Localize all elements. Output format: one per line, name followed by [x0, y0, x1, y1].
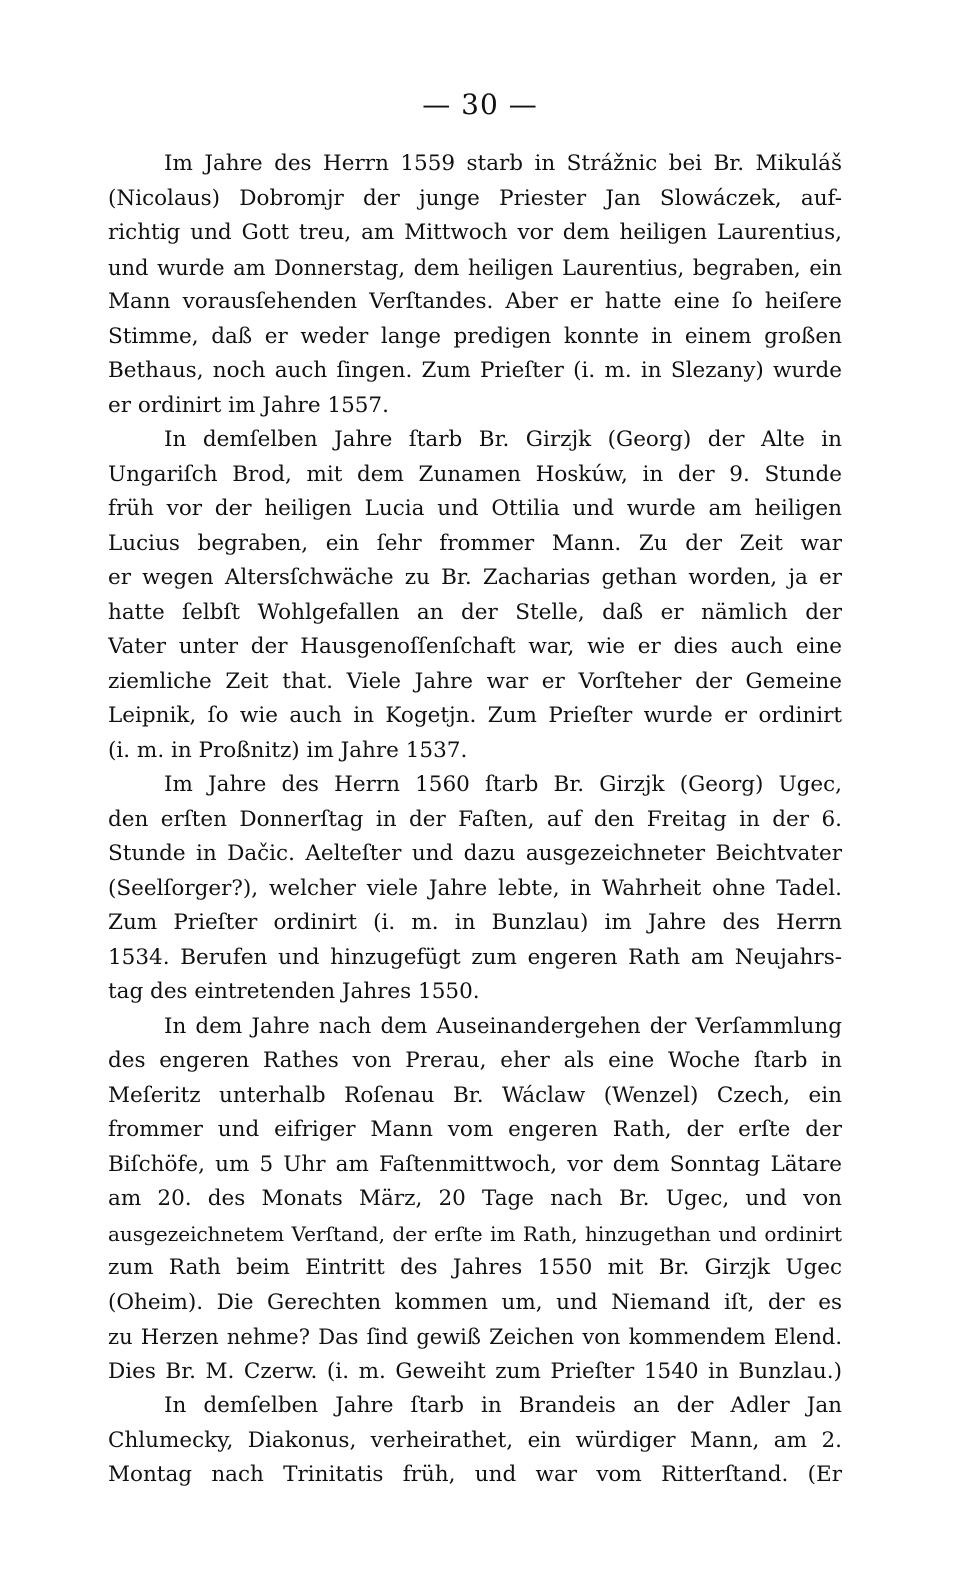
text-line: zum Rath beim Eintritt des Jahres 1550 mit Br. Girzjk Ugec	[108, 1255, 842, 1280]
text-line: Mann vorausſehenden Verſtandes. Aber er hatte eine ſo heiſere	[108, 289, 842, 314]
text-line: Ungariſch Brod, mit dem Zunamen Hoskúw, in der 9. Stunde	[108, 461, 842, 487]
text-line: zu Herzen nehme? Das ſind gewiß Zeichen von kommendem Elend.	[108, 1325, 842, 1349]
text-line: In demſelben Jahre ſtarb in Brandeis an der Adler Jan	[164, 1393, 842, 1418]
text-line: des engeren Rathes von Prerau, eher als eine Woche ſtarb in	[108, 1048, 842, 1073]
text-line: Bethaus, noch auch ſingen. Zum Prieſter (i. m. in Slezany) wurde	[108, 358, 842, 383]
text-line: frommer und eifriger Mann vom engeren Rath, der erſte der	[108, 1117, 842, 1142]
text-line: er wegen Altersſchwäche zu Br. Zacharias gethan worden, ja er	[108, 565, 842, 590]
text-line: Vater unter der Hausgenoſſenſchaft war, wie er dies auch eine	[108, 634, 842, 659]
text-line: (Seelſorger?), welcher viele Jahre lebte, in Wahrheit ohne Tadel.	[108, 875, 842, 901]
text-line: ziemliche Zeit that. Viele Jahre war er Vorſteher der Gemeine	[108, 668, 842, 694]
text-line: Montag nach Trinitatis früh, und war vom Ritterſtand. (Er	[108, 1462, 842, 1487]
text-line: Chlumecky, Diakonus, verheirathet, ein würdiger Mann, am 2.	[108, 1427, 842, 1453]
text-line: und wurde am Donnerstag, dem heiligen Laurentius, begraben, ein	[108, 255, 842, 280]
text-line: (Nicolaus) Dobromjr der junge Priester Jan Slowáczek, auf-	[108, 185, 842, 211]
page-number: — 30 —	[422, 88, 538, 121]
text-line: richtig und Gott treu, am Mittwoch vor dem heiligen Laurentius,	[108, 220, 842, 245]
text-line: Meſeritz unterhalb Roſenau Br. Wáclaw (Wenzel) Czech, ein	[108, 1082, 842, 1108]
text-line: hatte ſelbſt Wohlgefallen an der Stelle, daß er nämlich der	[108, 599, 842, 625]
text-line: den erſten Donnerſtag in der Faſten, auf den Freitag in der 6.	[108, 806, 842, 832]
text-line: (i. m. in Proßnitz) im Jahre 1537.	[108, 737, 468, 763]
text-line: In dem Jahre nach dem Auseinandergehen der Verſammlung	[164, 1013, 842, 1039]
text-line: 1534. Berufen und hinzugefügt zum engeren Rath am Neujahrs-	[108, 944, 842, 970]
text-line: am 20. des Monats März, 20 Tage nach Br. Ugec, und von	[108, 1186, 842, 1211]
text-line: ausgezeichnetem Verſtand, der erſte im Rath, hinzugethan und ordinirt	[108, 1221, 842, 1246]
text-line: In demſelben Jahre ſtarb Br. Girzjk (Georg) der Alte in	[164, 427, 842, 452]
text-line: Stunde in Dačic. Aelteſter und dazu ausgezeichneter Beichtvater	[108, 841, 842, 866]
text-line: Dies Br. M. Czerw. (i. m. Geweiht zum Prieſter 1540 in Bunzlau.)	[108, 1358, 842, 1384]
text-line: früh vor der heiligen Lucia und Ottilia und wurde am heiligen	[108, 496, 842, 521]
text-line: Im Jahre des Herrn 1559 starb in Strážnic bei Br. Mikuláš	[164, 151, 842, 176]
text-line: Biſchöfe, um 5 Uhr am Faſtenmittwoch, vor dem Sonntag Lätare	[108, 1151, 842, 1177]
body-text	[108, 147, 842, 1493]
text-line: Lucius begraben, ein ſehr frommer Mann. Zu der Zeit war	[108, 530, 842, 556]
text-line: (Oheim). Die Gerechten kommen um, und Niemand iſt, der es	[108, 1289, 842, 1315]
text-line: Im Jahre des Herrn 1560 ſtarb Br. Girzjk (Georg) Ugec,	[164, 772, 842, 797]
text-line: er ordinirt im Jahre 1557.	[108, 392, 389, 418]
text-line: tag des eintretenden Jahres 1550.	[108, 979, 480, 1004]
text-line: Stimme, daß er weder lange predigen konnte in einem großen	[108, 323, 842, 349]
text-line: Leipnik, ſo wie auch in Kogetjn. Zum Prieſter wurde er ordinirt	[108, 703, 842, 728]
text-line: Zum Prieſter ordinirt (i. m. in Bunzlau) im Jahre des Herrn	[108, 910, 842, 935]
